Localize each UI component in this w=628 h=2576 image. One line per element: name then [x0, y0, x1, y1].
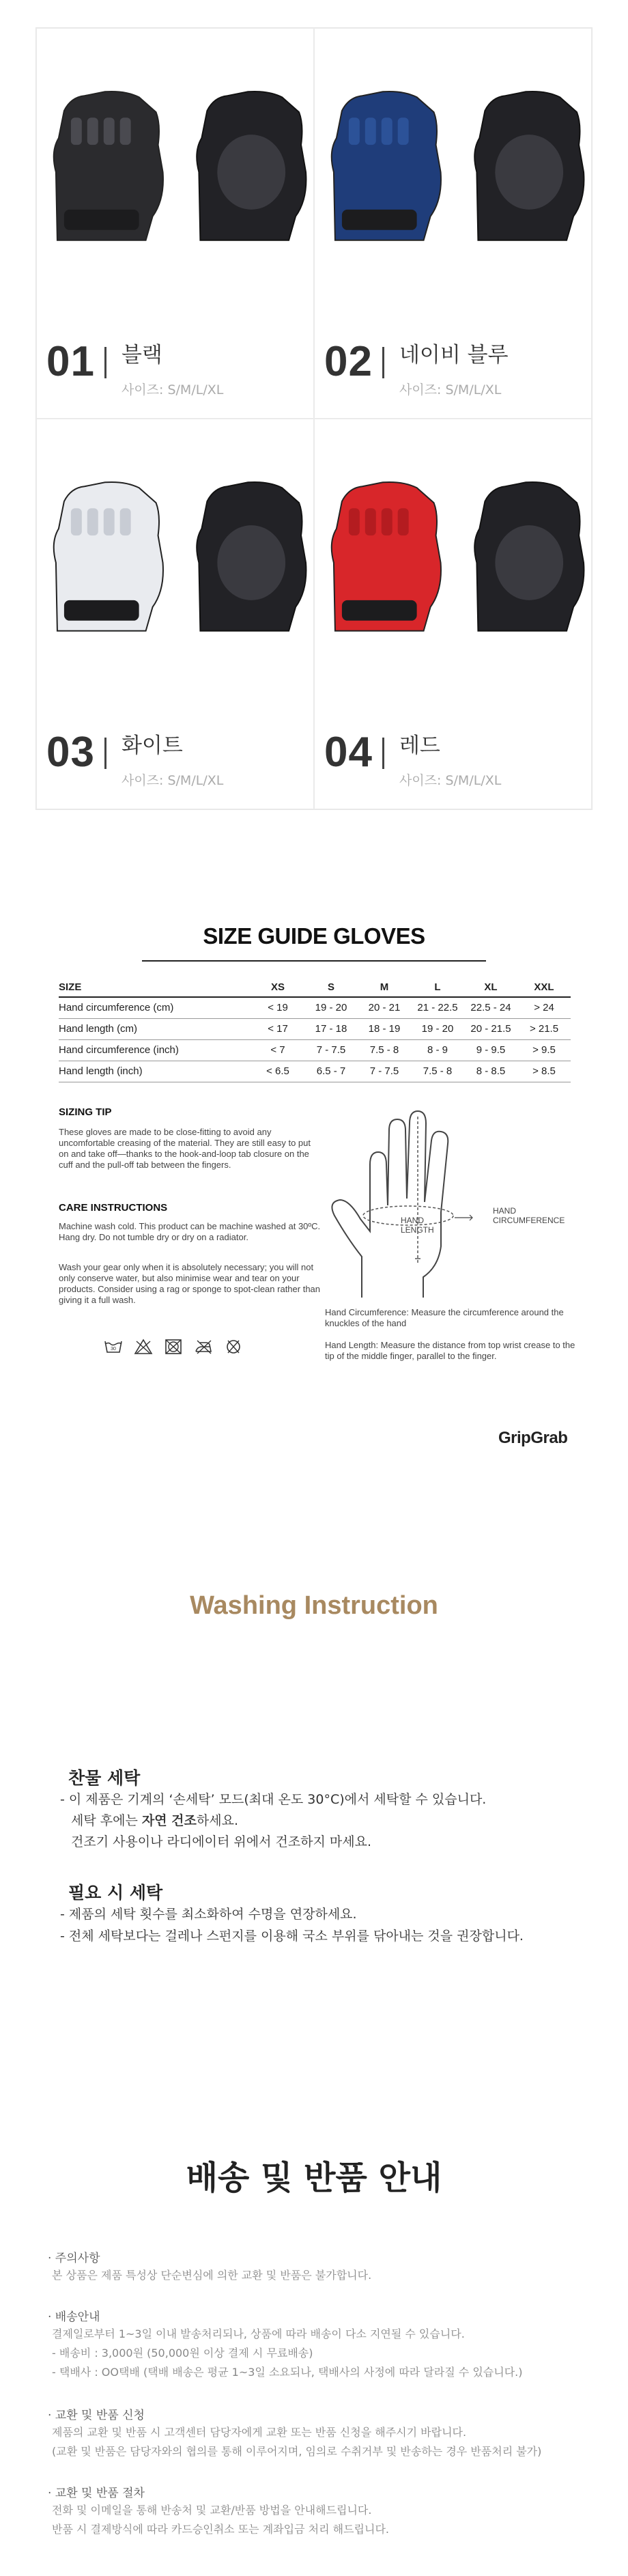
delivery-line: - 배송비 : 3,000원 (50,000원 이상 결제 시 무료배송) — [52, 2347, 313, 2360]
shipping-title: 배송 및 반품 안내 — [186, 2159, 442, 2197]
table-cell: 17 - 18 — [304, 1018, 358, 1039]
row-label: Hand length (cm) — [59, 1018, 251, 1039]
care-text-2: Wash your gear only when it is absolutely necessary; you will not only conserve water, but also minimise wear and tear on your products. Consider using a rag or sponge to spot-clean rather than giving it a full wash. — [59, 1262, 321, 1305]
table-cell: > 9.5 — [517, 1039, 571, 1061]
hand-length-label: HAND LENGTH — [401, 1216, 434, 1235]
return-process-line: 전화 및 이메일을 통해 반송처 및 교환/반품 방법을 안내해드립니다. — [52, 2504, 372, 2517]
table-cell: > 21.5 — [517, 1018, 571, 1039]
return-process-heading: · 교환 및 반품 절차 — [48, 2487, 145, 2500]
color-name: 레드 — [399, 733, 440, 758]
care-instructions-title: CARE INSTRUCTIONS — [59, 1202, 168, 1214]
size-guide-title: SIZE GUIDE GLOVES — [203, 923, 425, 949]
color-label — [324, 338, 509, 398]
caption-length: Hand Length: Measure the distance from top wrist crease to the tip of the middle finger, parallel to the finger. — [325, 1340, 575, 1361]
table-cell: < 7 — [251, 1039, 304, 1061]
color-option-white[interactable] — [36, 419, 314, 809]
wash-30-icon — [104, 1339, 123, 1355]
notice-line: 본 상품은 제품 특성상 단순변심에 의한 교환 및 반품은 불가합니다. — [52, 2269, 372, 2282]
column-header: S — [304, 978, 358, 997]
table-cell: > 8.5 — [517, 1061, 571, 1082]
column-header: M — [358, 978, 411, 997]
glove-vent — [365, 117, 376, 145]
color-name: 네이비 블루 — [399, 343, 509, 367]
glove-vent — [349, 117, 360, 145]
table-header-row — [59, 978, 571, 997]
glove-vent — [398, 508, 409, 535]
hand-circumference-label: HAND CIRCUMFERENCE — [493, 1206, 565, 1225]
table-cell: < 17 — [251, 1018, 304, 1039]
title-underline — [142, 960, 486, 962]
divider — [382, 738, 384, 769]
notice-heading: · 주의사항 — [48, 2252, 100, 2265]
table-cell: 7.5 - 8 — [411, 1061, 464, 1082]
glove-vent — [104, 117, 115, 145]
table-row — [59, 1018, 571, 1039]
table-cell: 7.5 - 8 — [358, 1039, 411, 1061]
table-cell: < 6.5 — [251, 1061, 304, 1082]
column-header: XL — [464, 978, 517, 997]
divider — [104, 738, 106, 769]
color-label — [324, 729, 502, 789]
glove-vent — [104, 508, 115, 535]
sizing-tip-text: These gloves are made to be close-fitting to avoid any uncomfortable creasing of the material. They are still easy to put on and take off—thanks to the hook-and-loop tab closure on the cuff and the pull-off tab between the fingers. — [59, 1127, 311, 1170]
table-cell: < 19 — [251, 997, 304, 1018]
washing-title: Washing Instruction — [190, 1591, 438, 1620]
table-cell: 20 - 21.5 — [464, 1018, 517, 1039]
care-text-1: Machine wash cold. This product can be machine washed at 30ºC. Hang dry. Do not tumble dry or dry on a radiator. — [59, 1221, 321, 1242]
color-label — [46, 729, 224, 789]
glove-vent — [71, 117, 82, 145]
size-range: 사이즈: S/M/L/XL — [399, 382, 502, 397]
palm-padding — [217, 525, 285, 600]
cold-wash-line-3: 건조기 사용이나 라디에이터 위에서 건조하지 마세요. — [71, 1834, 372, 1849]
column-header: L — [411, 978, 464, 997]
wash-when-needed-line-2: - 전체 세탁보다는 걸레나 스펀지를 이용해 국소 부위를 닦아내는 것을 권장합니다. — [60, 1929, 524, 1944]
option-number: 04 — [324, 729, 373, 776]
return-request-line: 제품의 교환 및 반품 시 고객센터 담당자에게 교환 또는 반품 신청을 해주시기 바랍니다. — [52, 2426, 467, 2439]
glove-vent — [382, 117, 392, 145]
option-number: 03 — [46, 729, 95, 776]
glove-vent — [120, 508, 131, 535]
return-process-line: 반품 시 결제방식에 따라 카드승인취소 또는 계좌입금 처리 해드립니다. — [52, 2523, 389, 2536]
glove-image — [315, 70, 591, 275]
glove-vent — [87, 508, 98, 535]
delivery-line: 결제일로부터 1~3일 이내 발송처리되나, 상품에 따라 배송이 다소 지연될 수 있습니다. — [52, 2327, 465, 2340]
option-number: 01 — [46, 338, 95, 385]
divider — [104, 347, 106, 378]
row-label: Hand circumference (inch) — [59, 1039, 251, 1061]
glove-vent — [87, 117, 98, 145]
delivery-line: - 택배사 : OO택배 (택배 배송은 평균 1~3일 소요되나, 택배사의 사정에 따라 달라질 수 있습니다.) — [52, 2366, 523, 2379]
table-cell: 19 - 20 — [411, 1018, 464, 1039]
glove-image — [37, 460, 313, 665]
color-option-red[interactable] — [314, 419, 592, 809]
table-cell: 7 - 7.5 — [358, 1061, 411, 1082]
table-cell: 22.5 - 24 — [464, 997, 517, 1018]
table-cell: 7 - 7.5 — [304, 1039, 358, 1061]
glove-vent — [398, 117, 409, 145]
glove-strap — [64, 210, 139, 230]
color-option-navy[interactable] — [314, 28, 592, 419]
column-header: SIZE — [59, 978, 251, 997]
cold-wash-title: 찬물 세탁 — [68, 1768, 141, 1788]
glove-vent — [120, 117, 131, 145]
brand-logo: GripGrab — [498, 1429, 568, 1447]
table-cell: 8 - 8.5 — [464, 1061, 517, 1082]
glove-vent — [71, 508, 82, 535]
table-cell: 6.5 - 7 — [304, 1061, 358, 1082]
palm-padding — [495, 135, 563, 210]
table-row — [59, 997, 571, 1018]
no-bleach-icon — [134, 1339, 153, 1355]
table-cell: > 24 — [517, 997, 571, 1018]
care-icons-row — [104, 1339, 243, 1355]
glove-strap — [342, 600, 417, 621]
table-cell: 9 - 9.5 — [464, 1039, 517, 1061]
glove-vent — [365, 508, 376, 535]
glove-strap — [64, 600, 139, 621]
table-cell: 8 - 9 — [411, 1039, 464, 1061]
row-label: Hand length (inch) — [59, 1061, 251, 1082]
glove-vent — [382, 508, 392, 535]
glove-image — [315, 460, 591, 665]
color-options-grid — [35, 27, 593, 810]
cold-wash-line-1: - 이 제품은 기계의 ‘손세탁’ 모드(최대 온도 30°C)에서 세탁할 수 있습니다. — [60, 1792, 487, 1807]
column-header: XXL — [517, 978, 571, 997]
table-cell: 21 - 22.5 — [411, 997, 464, 1018]
wash-when-needed-title: 필요 시 세탁 — [68, 1883, 163, 1903]
table-cell: 18 - 19 — [358, 1018, 411, 1039]
glove-strap — [342, 210, 417, 230]
return-request-heading: · 교환 및 반품 신청 — [48, 2409, 145, 2422]
size-range: 사이즈: S/M/L/XL — [121, 773, 224, 788]
cold-wash-line-2: 세탁 후에는 자연 건조하세요. — [71, 1813, 238, 1828]
table-row — [59, 1039, 571, 1061]
svg-text:30: 30 — [111, 1347, 116, 1352]
no-iron-icon — [194, 1339, 213, 1355]
size-range: 사이즈: S/M/L/XL — [121, 382, 224, 397]
no-tumble-dry-icon — [164, 1339, 183, 1355]
color-name: 블랙 — [121, 343, 162, 367]
color-name: 화이트 — [121, 733, 183, 758]
no-dry-clean-icon — [224, 1339, 243, 1355]
sizing-tip-title: SIZING TIP — [59, 1106, 112, 1118]
return-request-line: (교환 및 반품은 담당자와의 협의를 통해 이루어지며, 임의로 수취거부 및 반송하는 경우 반품처리 불가) — [52, 2445, 542, 2458]
size-range: 사이즈: S/M/L/XL — [399, 773, 502, 788]
glove-image — [37, 70, 313, 275]
table-row — [59, 1061, 571, 1082]
column-header: XS — [251, 978, 304, 997]
divider — [382, 347, 384, 378]
palm-padding — [217, 135, 285, 210]
glove-vent — [349, 508, 360, 535]
color-label — [46, 338, 224, 398]
wash-when-needed-line-1: - 제품의 세탁 횟수를 최소화하여 수명을 연장하세요. — [60, 1907, 357, 1922]
row-label: Hand circumference (cm) — [59, 997, 251, 1018]
size-table — [59, 978, 571, 1082]
table-cell: 20 - 21 — [358, 997, 411, 1018]
caption-circumference: Hand Circumference: Measure the circumference around the knuckles of the hand — [325, 1307, 564, 1328]
hand-measure-diagram — [321, 1103, 580, 1301]
table-cell: 19 - 20 — [304, 997, 358, 1018]
color-option-black[interactable] — [36, 28, 314, 419]
option-number: 02 — [324, 338, 373, 385]
delivery-heading: · 배송안내 — [48, 2310, 100, 2324]
palm-padding — [495, 525, 563, 600]
